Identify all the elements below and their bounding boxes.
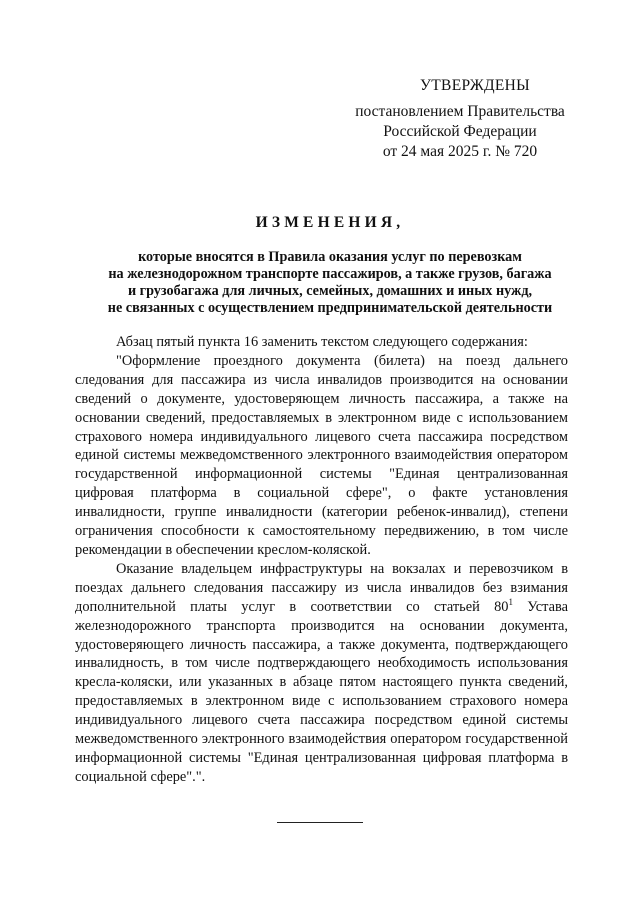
approval-block: [330, 76, 590, 162]
body-intro: Абзац пятый пункта 16 заменить текстом следующего содержания:: [116, 334, 528, 350]
document-body: [75, 333, 568, 787]
article-superscript: 1: [508, 596, 513, 607]
approval-line-3: от 24 мая 2025 г. № 720: [382, 143, 538, 160]
title-sub-line-2: на железнодорожном транспорте пассажиров, а также грузов, багажа: [108, 266, 552, 282]
title-sub-line-3: и грузобагажа для личных, семейных, домашних и иных нужд,: [127, 283, 533, 299]
approval-line-2: Российской Федерации: [383, 123, 537, 140]
title-sub-line-1: которые вносятся в Правила оказания услуг по перевозкам: [138, 249, 522, 265]
body-paragraph-2-start: Оказание владельцем инфраструктуры на вокзалах и перевозчиком в поездах дальнего следования пассажиру из числа инвалидов без взимания дополнительной платы услуг в соответствии со статьей 80: [75, 560, 568, 615]
approval-line-1: постановлением Правительства: [355, 103, 565, 120]
body-paragraph-2: [75, 560, 568, 787]
approval-heading: УТВЕРЖДЕНЫ: [420, 77, 530, 94]
body-paragraph-2-end: Устава железнодорожного транспорта производится на основании документа, удостоверяющего личность пассажира, а также документа, подтверждающего инвалидность, в том числе подтверждающего необходимость использования кресла-коляски, или указанных в абзаце пятом настоящего пункта сведений, предоставляемых в электронном виде с использованием страхового номера индивидуального лицевого счета пассажира посредством единой системы межведомственного электронного взаимодействия оператором государственной информационной системы "Единая централизованная цифровая платформа в социальной сфере".".: [75, 598, 568, 785]
body-paragraph-1: "Оформление проездного документа (билета) на поезд дальнего следования для пассажира из числа инвалидов производится на основании сведений о документе, удостоверяющем личность пассажира, а также на основании сведений, предоставляемых в электронном виде с использованием страхового номера индивидуального лицевого счета пассажира посредством единой системы межведомственного электронного взаимодействия оператором государственной информационной системы "Единая централизованная цифровая платформа в социальной сфере", о факте установления инвалидности, группе инвалидности (категории ребенок-инвалид), степени ограничения способности к самостоятельному передвижению, в том числе рекомендации в обеспечении креслом-коляской.: [75, 352, 568, 558]
title-main: ИЗМЕНЕНИЯ,: [255, 214, 405, 231]
closing-divider: [277, 822, 363, 823]
title-sub-line-4: не связанных с осуществлением предпринимательской деятельности: [107, 300, 553, 316]
document-title: [60, 213, 600, 317]
